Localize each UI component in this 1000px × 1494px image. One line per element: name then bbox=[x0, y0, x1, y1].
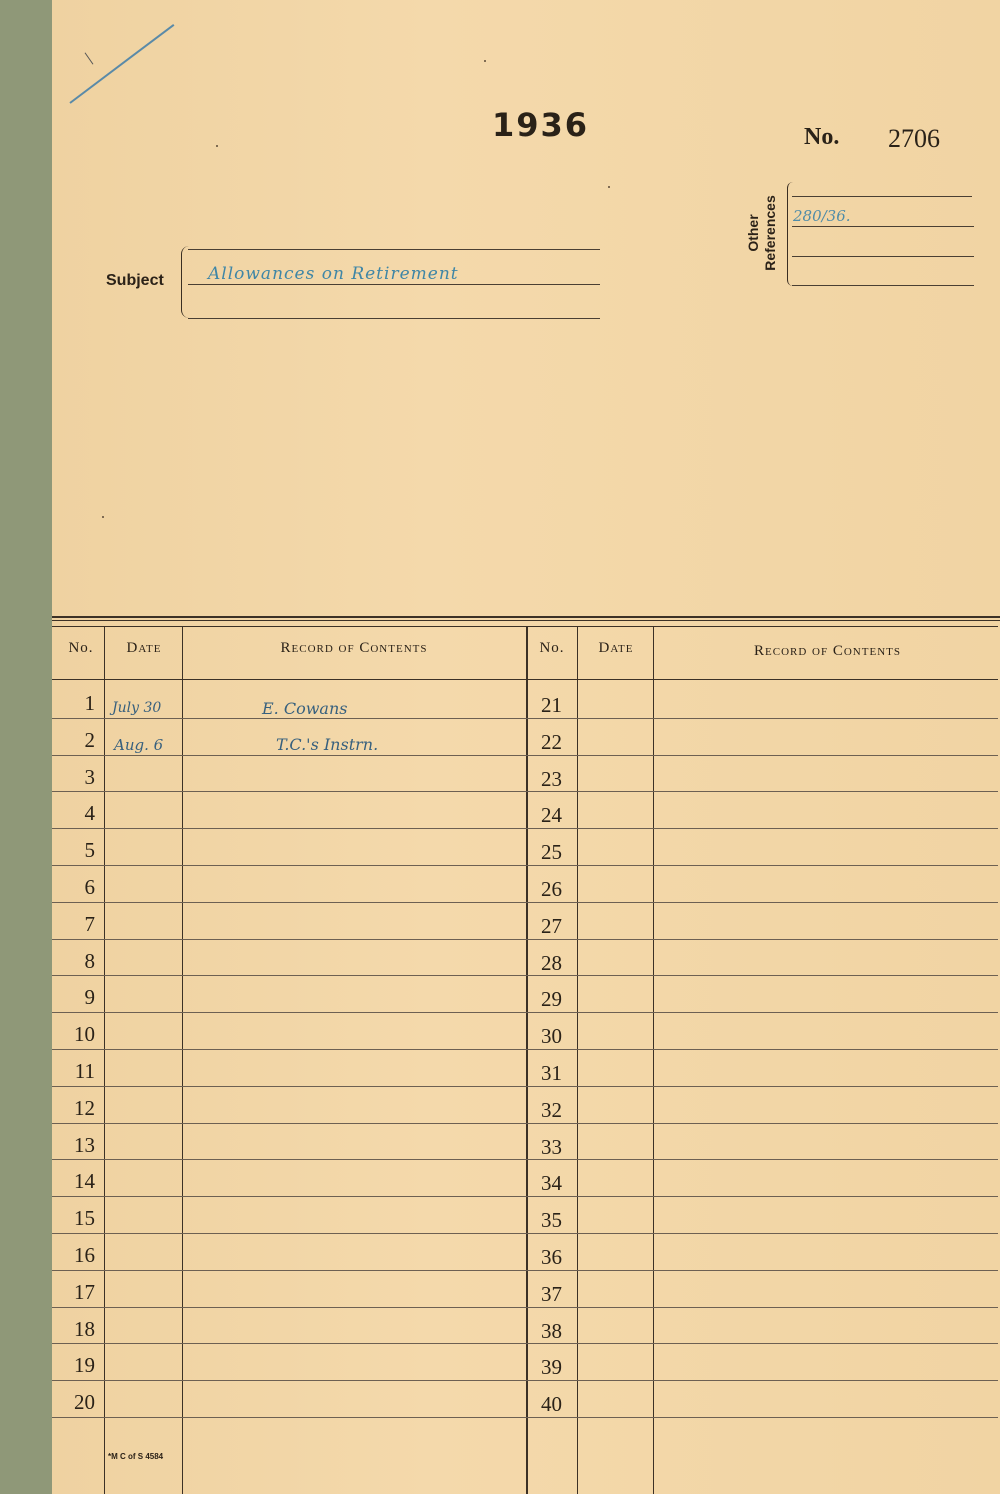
paper-speck bbox=[608, 186, 610, 188]
row-number: 27 bbox=[541, 914, 562, 938]
row-rule bbox=[52, 718, 998, 719]
col-header-date: Date bbox=[126, 640, 162, 656]
header-bottom-rule bbox=[52, 679, 998, 680]
row-number: 39 bbox=[541, 1355, 562, 1379]
row-number: 36 bbox=[541, 1245, 562, 1269]
row-rule bbox=[52, 791, 998, 792]
row-rule bbox=[52, 1123, 998, 1124]
row-number: 35 bbox=[541, 1208, 562, 1232]
row-rule bbox=[52, 1270, 998, 1271]
row-rule bbox=[52, 1086, 998, 1087]
row-number: 16 bbox=[74, 1243, 95, 1267]
row-number: 33 bbox=[541, 1135, 562, 1159]
row-number: 15 bbox=[74, 1206, 95, 1230]
row-rule bbox=[52, 1307, 998, 1308]
row-rule bbox=[52, 1196, 998, 1197]
row-number: 34 bbox=[541, 1171, 562, 1195]
row-number: 12 bbox=[74, 1096, 95, 1120]
row-rule bbox=[52, 755, 998, 756]
entry-date: July 30 bbox=[112, 700, 162, 716]
row-number: 23 bbox=[541, 767, 562, 791]
row-number: 17 bbox=[74, 1280, 95, 1304]
row-rule bbox=[52, 1049, 998, 1050]
printer-mark: *M C of S 4584 bbox=[108, 1452, 164, 1461]
file-number-label: No. bbox=[804, 124, 840, 150]
row-rule bbox=[52, 902, 998, 903]
subject-line bbox=[188, 284, 600, 285]
row-number: 5 bbox=[84, 838, 95, 862]
row-rule bbox=[52, 1343, 998, 1344]
entry-content: T.C.'s Instrn. bbox=[276, 735, 379, 754]
subject-label: Subject bbox=[106, 272, 164, 289]
entry-date: Aug. 6 bbox=[114, 736, 164, 754]
row-number: 32 bbox=[541, 1098, 562, 1122]
reference-line bbox=[792, 196, 972, 197]
row-number: 14 bbox=[74, 1169, 95, 1193]
column-divider bbox=[182, 626, 183, 1494]
row-rule bbox=[52, 1380, 998, 1381]
column-divider bbox=[653, 626, 654, 1494]
subject-line bbox=[188, 249, 600, 250]
row-number: 25 bbox=[541, 840, 562, 864]
row-number: 6 bbox=[84, 875, 95, 899]
row-number: 7 bbox=[84, 912, 95, 936]
col-header-no: No. bbox=[539, 640, 565, 656]
row-rule bbox=[52, 865, 998, 866]
row-number: 9 bbox=[84, 985, 95, 1009]
row-number: 18 bbox=[74, 1317, 95, 1341]
col-header-contents: Record of Contents bbox=[280, 640, 428, 656]
column-divider bbox=[526, 626, 528, 1494]
col-header-contents: Record of Contents bbox=[754, 643, 901, 659]
row-number: 31 bbox=[541, 1061, 562, 1085]
reference-line bbox=[792, 285, 974, 286]
row-number: 3 bbox=[84, 765, 95, 789]
row-number: 10 bbox=[74, 1022, 95, 1046]
row-rule bbox=[52, 1012, 998, 1013]
file-number: 2706 bbox=[888, 124, 940, 153]
other-reference-value: 280/36. bbox=[793, 207, 851, 225]
row-rule bbox=[52, 828, 998, 829]
row-number: 37 bbox=[541, 1282, 562, 1306]
row-rule bbox=[52, 1417, 998, 1418]
header-top-rule bbox=[52, 626, 998, 627]
entry-content: E. Cowans bbox=[262, 699, 348, 718]
row-rule bbox=[52, 939, 998, 940]
row-number: 1 bbox=[84, 691, 95, 715]
table-top-rule bbox=[52, 620, 1000, 621]
row-number: 19 bbox=[74, 1353, 95, 1377]
row-number: 26 bbox=[541, 877, 562, 901]
col-header-no: No. bbox=[68, 640, 94, 656]
reference-line bbox=[792, 226, 974, 227]
row-number: 40 bbox=[541, 1392, 562, 1416]
subject-brace bbox=[181, 246, 190, 318]
paper-speck bbox=[484, 60, 486, 62]
cover-spine bbox=[0, 0, 54, 1494]
row-number: 20 bbox=[74, 1390, 95, 1414]
row-rule bbox=[52, 1159, 998, 1160]
row-number: 2 bbox=[84, 728, 95, 752]
paper-speck bbox=[216, 145, 218, 147]
row-number: 21 bbox=[541, 693, 562, 717]
row-number: 22 bbox=[541, 730, 562, 754]
other-references-block bbox=[745, 178, 785, 288]
row-rule bbox=[52, 1233, 998, 1234]
row-rule bbox=[52, 975, 998, 976]
row-number: 4 bbox=[84, 801, 95, 825]
file-year: 1936 bbox=[492, 106, 590, 144]
subject-value: Allowances on Retirement bbox=[208, 264, 459, 284]
row-number: 29 bbox=[541, 987, 562, 1011]
row-number: 28 bbox=[541, 951, 562, 975]
references-brace bbox=[787, 182, 794, 286]
row-number: 24 bbox=[541, 803, 562, 827]
row-number: 8 bbox=[84, 949, 95, 973]
row-number: 11 bbox=[74, 1059, 95, 1083]
subject-line bbox=[188, 318, 600, 319]
row-number: 30 bbox=[541, 1024, 562, 1048]
paper-speck bbox=[102, 516, 104, 518]
column-divider bbox=[104, 626, 105, 1494]
row-number: 13 bbox=[74, 1133, 95, 1157]
col-header-date: Date bbox=[598, 640, 634, 656]
table-top-rule bbox=[52, 616, 1000, 618]
row-number: 38 bbox=[541, 1319, 562, 1343]
reference-line bbox=[792, 256, 974, 257]
other-references-label: Other References bbox=[745, 195, 778, 271]
